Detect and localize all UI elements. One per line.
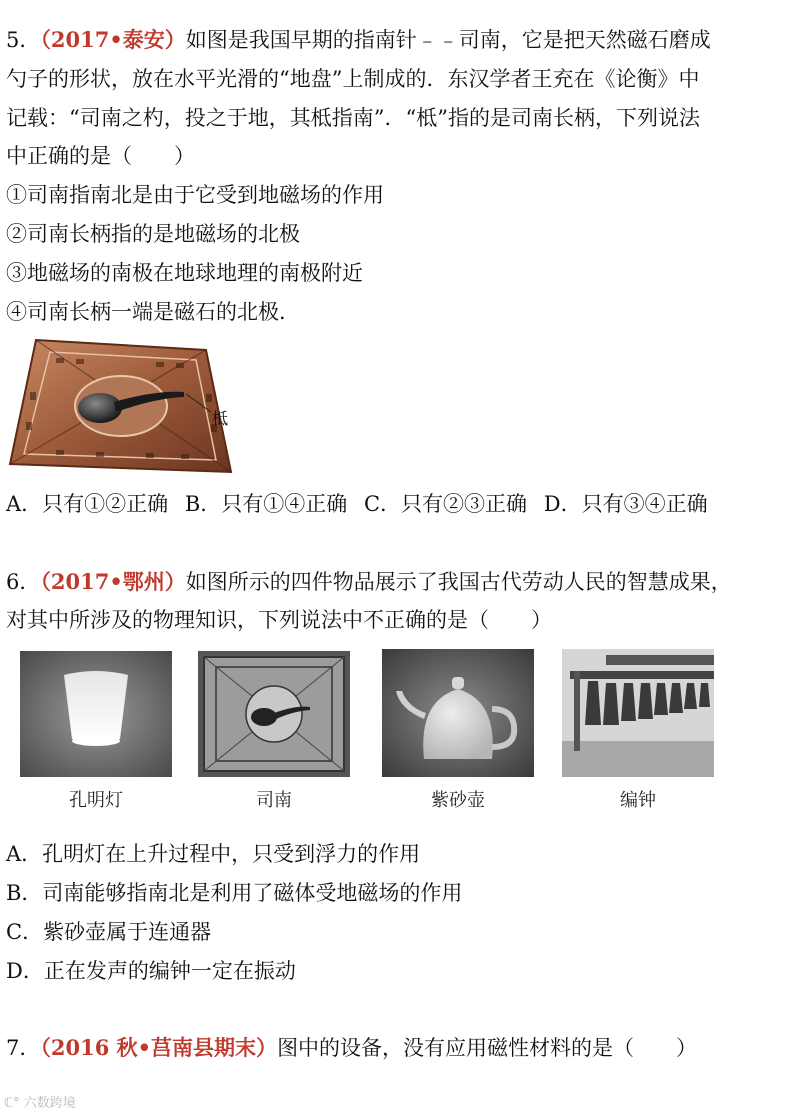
q6-stem-line1: 如图所示的四件物品展示了我国古代劳动人民的智慧成果， bbox=[185, 570, 732, 594]
q6-source: （2017•鄂州） bbox=[40, 569, 186, 594]
q5-option-d[interactable]: D．只有③④正确 bbox=[543, 492, 708, 516]
q7-line1 bbox=[6, 1034, 697, 1062]
q5-stem-line3: 记载：“司南之杓，投之于地，其柢指南”．“柢”指的是司南长柄，下列说法 bbox=[6, 106, 700, 130]
q6-stem-line2: 对其中所涉及的物理知识，下列说法中不正确的是（ ） bbox=[6, 608, 552, 632]
q6-number: 6． bbox=[6, 570, 41, 594]
q6-option-c[interactable]: C．紫砂壶属于连通器 bbox=[6, 920, 212, 944]
q5-statement-2: ②司南长柄指的是地磁场的北极 bbox=[6, 222, 300, 246]
watermark bbox=[4, 1092, 76, 1111]
q5-source: （2017•泰安） bbox=[40, 27, 186, 52]
caption-zisha-teapot: 紫砂壶 bbox=[431, 790, 485, 811]
q5-option-c[interactable]: C．只有②③正确 bbox=[363, 492, 528, 516]
q5-stem-line4: 中正确的是（ ） bbox=[6, 144, 195, 168]
q5-line1 bbox=[6, 26, 711, 54]
q5-option-b[interactable]: B．只有①④正确 bbox=[184, 492, 348, 516]
q6-option-b[interactable]: B．司南能够指南北是利用了磁体受地磁场的作用 bbox=[6, 881, 463, 905]
bianzhong-image bbox=[562, 649, 714, 777]
q5-statement-1: ①司南指南北是由于它受到地磁场的作用 bbox=[6, 183, 384, 207]
sinan-figure bbox=[6, 332, 246, 482]
q5-options bbox=[6, 490, 708, 518]
q6-option-a[interactable]: A．孔明灯在上升过程中，只受到浮力的作用 bbox=[6, 842, 421, 866]
q7-source: （2016 秋•莒南县期末） bbox=[40, 1035, 278, 1060]
caption-kongming-lantern: 孔明灯 bbox=[69, 790, 123, 811]
kongming-lantern-image bbox=[20, 651, 172, 777]
q5-number: 5． bbox=[6, 28, 41, 52]
sinan-image bbox=[198, 651, 350, 777]
q5-option-a[interactable]: A．只有①②正确 bbox=[6, 492, 169, 516]
q5-statement-4: ④司南长柄一端是磁石的北极． bbox=[6, 300, 300, 324]
q7-number: 7． bbox=[6, 1036, 41, 1060]
q6-line1 bbox=[6, 568, 732, 596]
q6-option-d[interactable]: D．正在发声的编钟一定在振动 bbox=[6, 959, 296, 983]
caption-sinan: 司南 bbox=[256, 790, 292, 811]
q5-statement-3: ③地磁场的南极在地球地理的南极附近 bbox=[6, 261, 363, 285]
watermark-logo-icon: ℂ° bbox=[4, 1096, 20, 1111]
q5-figure-label: 柢 bbox=[212, 409, 229, 428]
q7-stem: 图中的设备，没有应用磁性材料的是（ ） bbox=[277, 1036, 698, 1060]
zisha-teapot-image bbox=[382, 649, 534, 777]
q5-stem-line1: 如图是我国早期的指南针﹣﹣司南，它是把天然磁石磨成 bbox=[185, 28, 711, 52]
caption-bianzhong: 编钟 bbox=[620, 790, 656, 811]
q5-stem-line2: 勺子的形状，放在水平光滑的“地盘”上制成的．东汉学者王充在《论衡》中 bbox=[6, 67, 700, 91]
watermark-text: 六数跨境 bbox=[23, 1096, 76, 1111]
